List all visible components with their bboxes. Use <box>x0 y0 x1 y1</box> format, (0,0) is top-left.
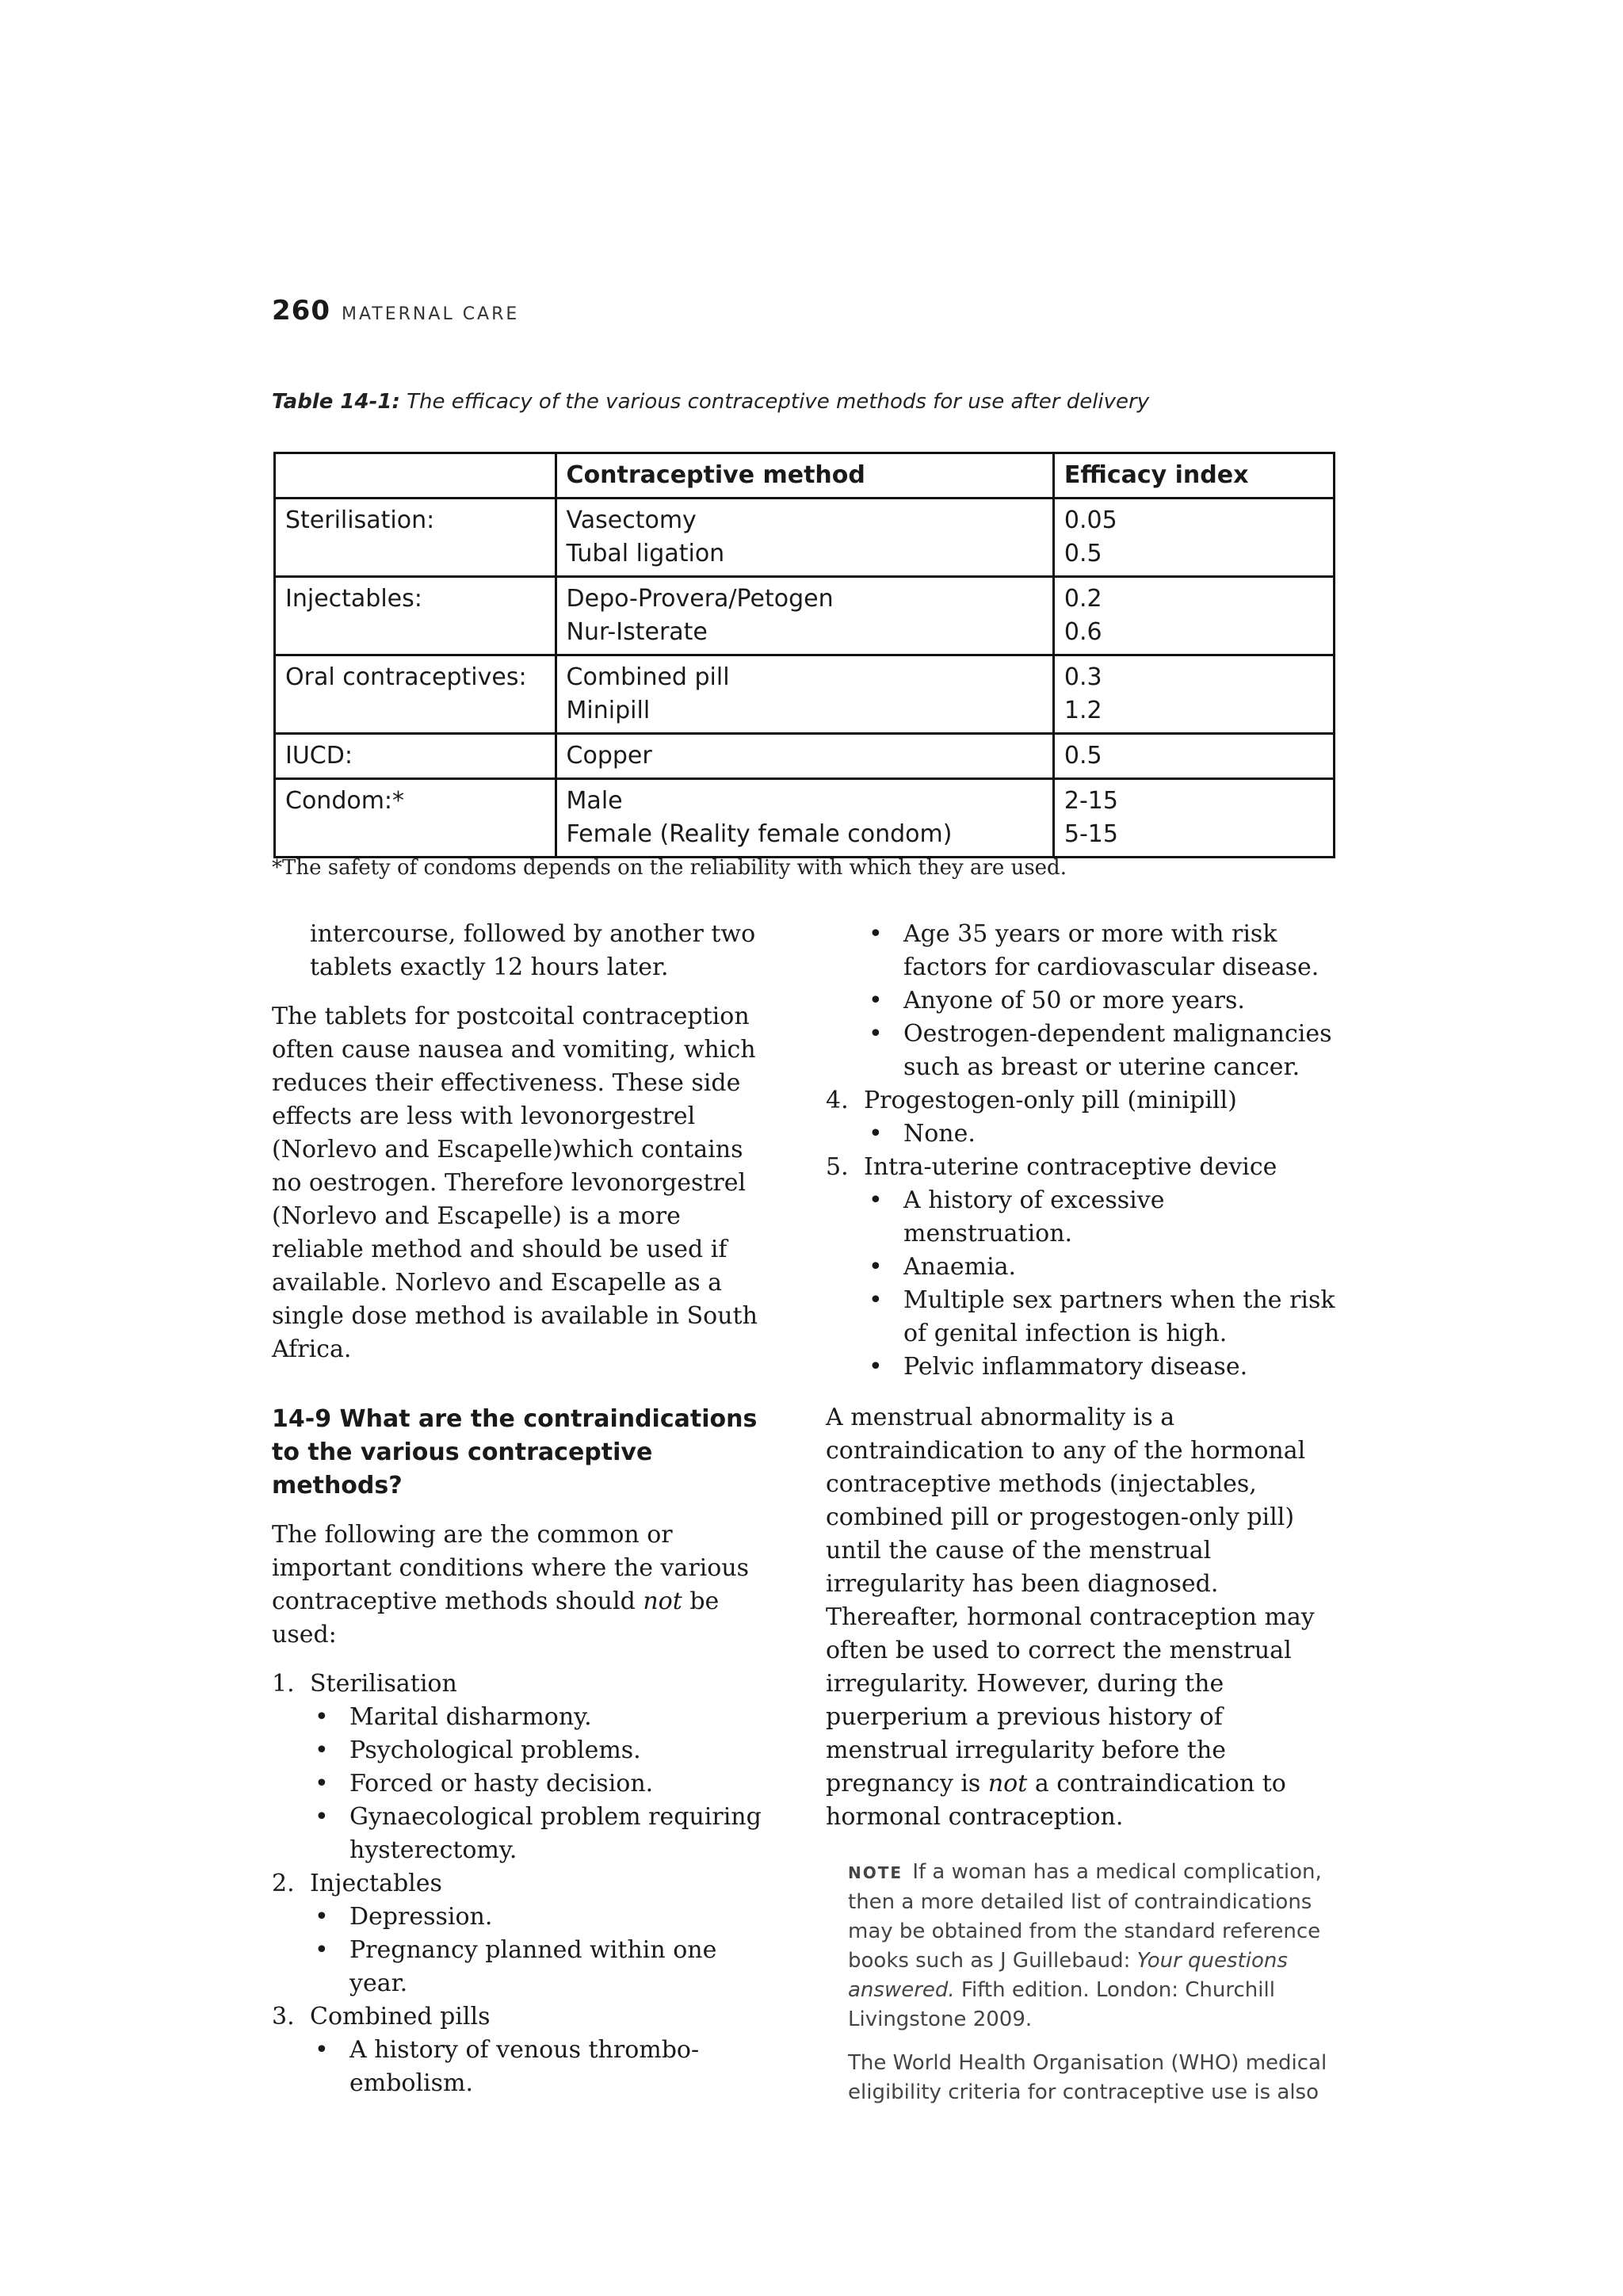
list-item <box>272 2000 779 2100</box>
bullet-list <box>826 1184 1341 1384</box>
efficacy-table <box>273 452 1335 858</box>
table-row <box>275 734 1335 779</box>
row-indices <box>1053 499 1334 577</box>
list-item <box>272 1867 779 2000</box>
bullet-item: • Gynaecological problem requiring hysterectomy. <box>272 1801 779 1867</box>
method-cell-line: Copper <box>566 742 652 770</box>
bullet-list <box>272 1701 779 1867</box>
list-title: Intra-uterine contraceptive device <box>864 1153 1277 1181</box>
method-cell-line: Tubal ligation <box>566 540 725 567</box>
index-cell-line: 0.05 <box>1064 506 1117 534</box>
section-heading: 14-9 What are the contraindications to the various contraceptive methods? <box>272 1405 758 1499</box>
table-caption-label: Table 14-1: <box>272 390 400 414</box>
list-title: Progestogen-only pill (minipill) <box>864 1087 1237 1114</box>
left-column <box>272 918 779 2100</box>
list-item <box>826 1084 1341 1151</box>
list-number: 3. <box>272 2003 295 2030</box>
bullet-item: • Multiple sex partners when the risk of genital infection is high. <box>826 1284 1341 1350</box>
bullet-item: • Anyone of 50 or more years. <box>826 984 1341 1018</box>
row-indices <box>1053 779 1334 858</box>
table-row <box>275 779 1335 858</box>
table-caption-text: The efficacy of the various contraceptive methods for use after delivery <box>399 390 1150 414</box>
note-text: If a woman has a medical complication, then a more detailed list of contraindications may be obtained from the standard reference books such as J Guillebaud: <box>848 1860 1322 1973</box>
method-cell-line: Nur-Isterate <box>566 618 708 646</box>
bullet-list <box>826 1117 1341 1151</box>
method-cell-line: Combined pill <box>566 663 730 691</box>
list-number: 1. <box>272 1670 295 1698</box>
header-category <box>275 453 556 499</box>
bullet-item: • None. <box>826 1117 1341 1151</box>
row-category: Condom:* <box>275 779 556 858</box>
bullet-item: • Oestrogen-dependent malignancies such as breast or uterine cancer. <box>826 1018 1341 1084</box>
list-title: Combined pills <box>310 2003 491 2030</box>
row-category: Sterilisation: <box>275 499 556 577</box>
bullet-item: • A history of venous thrombo-embolism. <box>272 2034 779 2100</box>
index-cell-line: 5-15 <box>1064 820 1118 848</box>
row-category: Oral contraceptives: <box>275 655 556 734</box>
row-indices <box>1053 655 1334 734</box>
intro-text: The following are the common or important conditions where the various contraceptive methods should <box>272 1521 750 1615</box>
row-indices <box>1053 577 1334 655</box>
row-indices <box>1053 734 1334 779</box>
header-method: Contraceptive method <box>556 453 1053 499</box>
table-row <box>275 499 1335 577</box>
note-paragraph-2: The World Health Organisation (WHO) medical eligibility criteria for contraceptive use is also <box>848 2051 1327 2104</box>
running-header <box>272 295 519 334</box>
note-book-title: Your questions answered. <box>848 1949 1288 2002</box>
index-cell-line: 0.5 <box>1064 742 1102 770</box>
list-item <box>272 1668 779 1867</box>
row-category: IUCD: <box>275 734 556 779</box>
bullet-list <box>272 1901 779 2000</box>
row-category: Injectables: <box>275 577 556 655</box>
postcoital-paragraph: The tablets for postcoital contraception often cause nausea and vomiting, which reduces their effectiveness. These side effects are less with levonorgestrel (Norlevo and Escapelle)which contains no oestrogen. Therefore levonorgestrel (Norlevo and Escapelle) is a more reliable method and should be used if available. Norlevo and Escapelle as a single dose method is available in South Africa. <box>272 1003 758 1363</box>
index-cell-line: 0.2 <box>1064 585 1102 613</box>
method-cell-line: Depo-Provera/Petogen <box>566 585 834 613</box>
note-label: NOTE <box>848 1863 903 1882</box>
menstrual-text: A menstrual abnormality is a contraindication to any of the hormonal contraceptive methods (injectables, combined pill or progestogen-only pill) until the cause of the menstrual irregularity has been diagnosed. Thereafter, hormonal contraception may often be used to correct the menstrual irregularity. However, during the puerperium a previous history of menstrual irregularity before the pregnancy is <box>826 1404 1315 1797</box>
menstrual-text-end: a contraindication to hormonal contraception. <box>826 1770 1286 1831</box>
table-caption <box>272 390 1149 414</box>
contraindication-list <box>826 1084 1341 1384</box>
contraindication-list <box>272 1668 779 2100</box>
list-item <box>826 1151 1341 1384</box>
menstrual-emphasis: not <box>987 1770 1028 1797</box>
bullet-item: • Marital disharmony. <box>272 1701 779 1734</box>
table-row <box>275 655 1335 734</box>
intro-text-end: be used: <box>272 1587 720 1648</box>
row-methods <box>556 779 1053 858</box>
bullet-item: • Pelvic inflammatory disease. <box>826 1350 1341 1384</box>
index-cell-line: 0.6 <box>1064 618 1102 646</box>
method-cell-line: Male <box>566 787 623 815</box>
bullet-item: • Pregnancy planned within one year. <box>272 1934 779 2000</box>
list-title: Sterilisation <box>310 1670 457 1698</box>
list-number: 4. <box>826 1087 849 1114</box>
index-cell-line: 0.3 <box>1064 663 1102 691</box>
note-paragraph <box>848 1858 1341 2034</box>
bullet-item: • Depression. <box>272 1901 779 1934</box>
table-footnote: *The safety of condoms depends on the reliability with which they are used. <box>272 856 1067 880</box>
row-methods <box>556 734 1053 779</box>
index-cell-line: 1.2 <box>1064 697 1102 724</box>
chapter-name: MATERNAL CARE <box>341 304 520 324</box>
intro-emphasis: not <box>643 1587 682 1615</box>
page-number: 260 <box>272 295 330 327</box>
bullet-list <box>826 918 1341 1084</box>
note-text-end: Fifth edition. London: Churchill Livingstone 2009. <box>848 1978 1275 2031</box>
continuation-text: intercourse, followed by another two tablets exactly 12 hours later. <box>310 920 756 981</box>
method-cell-line: Minipill <box>566 697 651 724</box>
bullet-item: • Anaemia. <box>826 1251 1341 1284</box>
note-block <box>826 1858 1341 2107</box>
bullet-item: • Forced or hasty decision. <box>272 1767 779 1801</box>
index-cell-line: 0.5 <box>1064 540 1102 567</box>
header-efficacy: Efficacy index <box>1053 453 1334 499</box>
method-cell-line: Vasectomy <box>566 506 697 534</box>
method-cell-line: Female (Reality female condom) <box>566 820 953 848</box>
table-header-row <box>275 453 1335 499</box>
row-methods <box>556 577 1053 655</box>
row-methods <box>556 655 1053 734</box>
menstrual-paragraph <box>826 1401 1341 1834</box>
right-column <box>826 918 1341 2122</box>
intro-paragraph <box>272 1519 779 1652</box>
row-methods <box>556 499 1053 577</box>
index-cell-line: 2-15 <box>1064 787 1118 815</box>
bullet-list <box>272 2034 779 2100</box>
table-row <box>275 577 1335 655</box>
bullet-item: • Psychological problems. <box>272 1734 779 1767</box>
bullet-item: • Age 35 years or more with risk factors for cardiovascular disease. <box>826 918 1341 984</box>
list-title: Injectables <box>310 1870 442 1897</box>
list-number: 5. <box>826 1153 849 1181</box>
bullet-item: • A history of excessive menstruation. <box>826 1184 1341 1251</box>
list-number: 2. <box>272 1870 295 1897</box>
